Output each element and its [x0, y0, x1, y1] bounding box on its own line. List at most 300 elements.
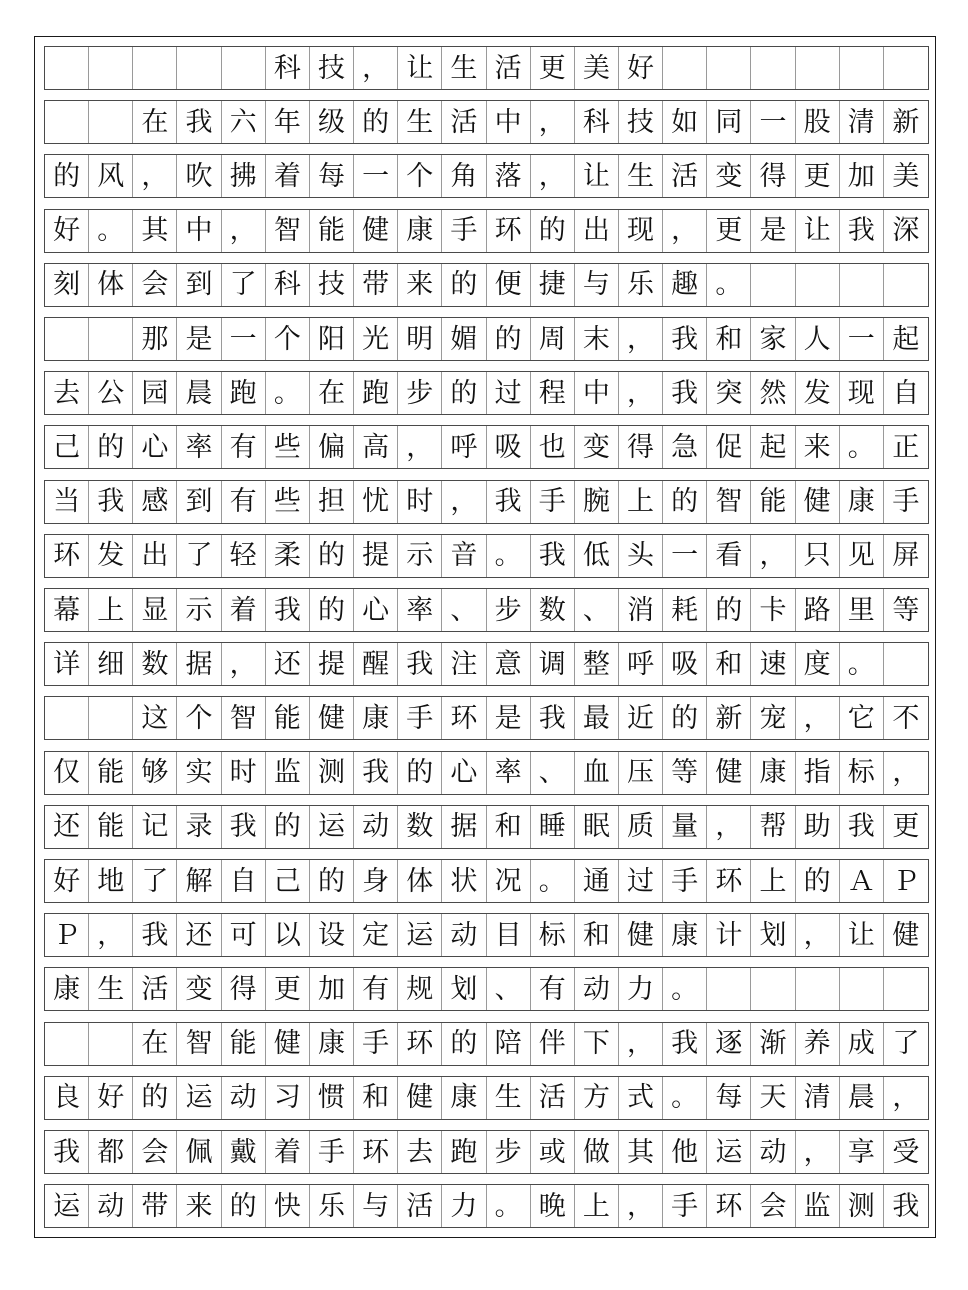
text-row — [44, 209, 929, 253]
grid-cell: ， — [531, 101, 575, 143]
grid-cell: 活 — [487, 47, 531, 89]
grid-cell: 显 — [133, 589, 177, 631]
grid-cell — [796, 968, 840, 1010]
grid-cell: 。 — [487, 1185, 531, 1227]
text-row — [44, 1184, 929, 1228]
grid-cell: 快 — [266, 1185, 310, 1227]
grid-cell: 率 — [398, 589, 442, 631]
grid-cell: 只 — [796, 535, 840, 577]
grid-cell: 和 — [707, 318, 751, 360]
grid-cell: 测 — [310, 752, 354, 794]
grid-cell: 我 — [177, 101, 221, 143]
grid-cell: 担 — [310, 481, 354, 523]
grid-cell: 的 — [398, 752, 442, 794]
grid-cell: 变 — [707, 155, 751, 197]
grid-cell: 享 — [840, 1131, 884, 1173]
grid-cell: ， — [707, 806, 751, 848]
grid-cell: 健 — [796, 481, 840, 523]
grid-cell: 养 — [796, 1023, 840, 1065]
grid-cell: 让 — [796, 210, 840, 252]
grid-cell — [89, 1023, 133, 1065]
text-row — [44, 1076, 929, 1120]
grid-cell: 规 — [398, 968, 442, 1010]
grid-cell: 环 — [442, 697, 486, 739]
grid-cell: 的 — [442, 1023, 486, 1065]
grid-cell: 晨 — [840, 1077, 884, 1119]
grid-cell: 它 — [840, 697, 884, 739]
grid-cell: 动 — [354, 806, 398, 848]
grid-cell: 体 — [89, 264, 133, 306]
grid-cell: 的 — [310, 535, 354, 577]
grid-cell: 记 — [133, 806, 177, 848]
grid-cell: 屏 — [892, 540, 920, 572]
grid-cell: 最 — [575, 697, 619, 739]
grid-cell: 手 — [892, 486, 920, 518]
grid-cell: 路 — [796, 589, 840, 631]
grid-cell: 和 — [575, 914, 619, 956]
grid-cell: 会 — [133, 1131, 177, 1173]
grid-cell: 与 — [575, 264, 619, 306]
grid-cell: 方 — [575, 1077, 619, 1119]
grid-cell: 那 — [133, 318, 177, 360]
grid-cell: 。 — [89, 210, 133, 252]
grid-cell: 录 — [177, 806, 221, 848]
grid-cell — [45, 1023, 89, 1065]
grid-cell: 其 — [619, 1131, 663, 1173]
grid-cell: ， — [619, 1185, 663, 1227]
grid-cell: 的 — [796, 860, 840, 902]
grid-cell: 体 — [398, 860, 442, 902]
grid-cell: 监 — [266, 752, 310, 794]
grid-cell: 智 — [266, 210, 310, 252]
grid-cell: 我 — [222, 806, 266, 848]
grid-cell: 中 — [487, 101, 531, 143]
grid-cell: 健 — [398, 1077, 442, 1119]
grid-cell: 我 — [531, 535, 575, 577]
grid-cell: ， — [892, 1082, 920, 1114]
grid-cell: 呼 — [619, 643, 663, 685]
grid-cell: 一 — [222, 318, 266, 360]
grid-cell: 我 — [266, 589, 310, 631]
grid-cell: 看 — [707, 535, 751, 577]
grid-cell: 年 — [266, 101, 310, 143]
grid-cell: 渐 — [751, 1023, 795, 1065]
grid-cell: 加 — [840, 155, 884, 197]
grid-cell: ， — [796, 1131, 840, 1173]
grid-cell: 的 — [310, 589, 354, 631]
grid-cell: 我 — [354, 752, 398, 794]
grid-cell: 的 — [442, 372, 486, 414]
grid-cell: 是 — [487, 697, 531, 739]
grid-cell: 率 — [177, 426, 221, 468]
grid-cell: 我 — [663, 318, 707, 360]
grid-cell: 良 — [45, 1077, 89, 1119]
grid-cell: 是 — [177, 318, 221, 360]
grid-cell: 过 — [487, 372, 531, 414]
grid-cell: 晨 — [177, 372, 221, 414]
grid-cell — [884, 264, 928, 306]
grid-cell: 到 — [177, 481, 221, 523]
grid-cell: 吹 — [177, 155, 221, 197]
grid-cell: 一 — [354, 155, 398, 197]
grid-cell: 正 — [892, 431, 920, 463]
grid-cell: 着 — [222, 589, 266, 631]
grid-cell — [45, 697, 89, 739]
grid-cell: 据 — [442, 806, 486, 848]
grid-cell: 我 — [892, 1190, 920, 1222]
grid-cell: 时 — [398, 481, 442, 523]
grid-cell: 压 — [619, 752, 663, 794]
grid-cell — [884, 47, 928, 89]
grid-cell: 动 — [751, 1131, 795, 1173]
grid-cell: 新 — [707, 697, 751, 739]
grid-cell: 心 — [354, 589, 398, 631]
grid-cell: 些 — [266, 481, 310, 523]
grid-cell: 有 — [222, 426, 266, 468]
grid-cell: 呼 — [442, 426, 486, 468]
grid-cell: 状 — [442, 860, 486, 902]
grid-cell: 宠 — [751, 697, 795, 739]
grid-cell: 和 — [707, 643, 751, 685]
grid-cell: 、 — [487, 968, 531, 1010]
grid-cell: ， — [796, 914, 840, 956]
text-row — [44, 1130, 929, 1174]
grid-cell — [796, 47, 840, 89]
grid-cell: 量 — [663, 806, 707, 848]
grid-cell: 见 — [840, 535, 884, 577]
grid-cell: ， — [222, 210, 266, 252]
grid-cell: 成 — [840, 1023, 884, 1065]
grid-cell: 能 — [310, 210, 354, 252]
grid-cell: 会 — [751, 1185, 795, 1227]
grid-cell: 中 — [575, 372, 619, 414]
grid-cell: 生 — [619, 155, 663, 197]
grid-cell: 。 — [266, 372, 310, 414]
grid-cell: 健 — [892, 919, 920, 951]
grid-cell: 我 — [133, 914, 177, 956]
grid-cell: 园 — [133, 372, 177, 414]
grid-cell: 健 — [354, 210, 398, 252]
grid-cell — [45, 47, 89, 89]
grid-cell: 划 — [442, 968, 486, 1010]
text-row — [44, 696, 929, 740]
grid-cell: 解 — [177, 860, 221, 902]
grid-cell: 自 — [892, 377, 920, 409]
grid-cell: 活 — [133, 968, 177, 1010]
grid-cell: 好 — [45, 860, 89, 902]
grid-cell: 然 — [751, 372, 795, 414]
grid-cell: 上 — [575, 1185, 619, 1227]
grid-cell: 上 — [89, 589, 133, 631]
grid-cell: 身 — [354, 860, 398, 902]
grid-cell: 近 — [619, 697, 663, 739]
grid-cell: 整 — [575, 643, 619, 685]
grid-cell: 度 — [796, 643, 840, 685]
grid-cell — [707, 968, 751, 1010]
grid-cell: 的 — [354, 101, 398, 143]
grid-cell: 每 — [707, 1077, 751, 1119]
grid-cell: 出 — [575, 210, 619, 252]
text-row — [44, 751, 929, 795]
grid-cell: 生 — [398, 101, 442, 143]
grid-cell: 我 — [840, 210, 884, 252]
grid-cell — [707, 47, 751, 89]
text-row — [44, 534, 929, 578]
grid-cell: 更 — [796, 155, 840, 197]
grid-cell: 健 — [707, 752, 751, 794]
grid-cell: 也 — [531, 426, 575, 468]
grid-cell: 据 — [177, 643, 221, 685]
grid-cell: 中 — [177, 210, 221, 252]
grid-cell: 下 — [575, 1023, 619, 1065]
grid-cell: ， — [796, 697, 840, 739]
grid-cell: 个 — [266, 318, 310, 360]
grid-cell: 佩 — [177, 1131, 221, 1173]
grid-cell: 动 — [89, 1185, 133, 1227]
grid-cell: 帮 — [751, 806, 795, 848]
grid-cell: 更 — [531, 47, 575, 89]
grid-cell: 出 — [133, 535, 177, 577]
text-row — [44, 263, 929, 307]
grid-cell: ， — [354, 47, 398, 89]
grid-cell: 生 — [442, 47, 486, 89]
grid-cell: 促 — [707, 426, 751, 468]
composition-grid-paper — [34, 36, 936, 1238]
grid-cell: 健 — [619, 914, 663, 956]
grid-cell: 手 — [354, 1023, 398, 1065]
grid-cell: 我 — [398, 643, 442, 685]
grid-cell: Ｐ — [45, 914, 89, 956]
grid-cell: 来 — [177, 1185, 221, 1227]
grid-cell: 让 — [575, 155, 619, 197]
grid-cell: 手 — [663, 1185, 707, 1227]
grid-cell: 科 — [575, 101, 619, 143]
grid-cell: 新 — [892, 106, 920, 138]
text-row — [44, 371, 929, 415]
grid-cell: 目 — [487, 914, 531, 956]
text-row — [44, 805, 929, 849]
grid-cell: 的 — [89, 426, 133, 468]
grid-cell: 仅 — [45, 752, 89, 794]
grid-cell: 智 — [177, 1023, 221, 1065]
grid-cell: 血 — [575, 752, 619, 794]
grid-cell: 幕 — [45, 589, 89, 631]
text-row — [44, 317, 929, 361]
grid-cell: 消 — [619, 589, 663, 631]
grid-cell: 他 — [663, 1131, 707, 1173]
grid-cell: 标 — [840, 752, 884, 794]
grid-cell: 乐 — [310, 1185, 354, 1227]
grid-cell: 深 — [892, 215, 920, 247]
grid-cell: 有 — [531, 968, 575, 1010]
grid-cell: 惯 — [310, 1077, 354, 1119]
grid-cell: 我 — [531, 697, 575, 739]
grid-cell: 。 — [531, 860, 575, 902]
grid-cell: 好 — [89, 1077, 133, 1119]
grid-cell: 技 — [619, 101, 663, 143]
grid-cell: 好 — [619, 47, 663, 89]
grid-cell: 动 — [575, 968, 619, 1010]
grid-cell: 生 — [487, 1077, 531, 1119]
grid-cell: ， — [892, 757, 920, 789]
grid-cell: 同 — [707, 101, 751, 143]
grid-cell: 我 — [663, 372, 707, 414]
grid-cell: 步 — [487, 1131, 531, 1173]
grid-cell: 我 — [487, 481, 531, 523]
grid-cell: 还 — [45, 806, 89, 848]
grid-cell: 。 — [663, 968, 707, 1010]
grid-cell: 与 — [354, 1185, 398, 1227]
grid-cell: 划 — [751, 914, 795, 956]
grid-cell — [884, 643, 928, 685]
grid-cell: 运 — [707, 1131, 751, 1173]
grid-cell: 末 — [575, 318, 619, 360]
grid-cell: 力 — [442, 1185, 486, 1227]
grid-cell: Ｐ — [892, 865, 920, 897]
grid-cell: 定 — [354, 914, 398, 956]
grid-cell: 的 — [45, 155, 89, 197]
grid-cell: ， — [442, 481, 486, 523]
grid-cell: 了 — [177, 535, 221, 577]
grid-cell: 数 — [531, 589, 575, 631]
grid-cell: 不 — [892, 702, 920, 734]
grid-cell: 光 — [354, 318, 398, 360]
grid-cell: 让 — [840, 914, 884, 956]
grid-cell: 得 — [222, 968, 266, 1010]
grid-cell: 质 — [619, 806, 663, 848]
text-row — [44, 967, 929, 1011]
grid-cell: 手 — [663, 860, 707, 902]
text-row — [44, 913, 929, 957]
grid-cell: 低 — [575, 535, 619, 577]
grid-cell: 够 — [133, 752, 177, 794]
grid-cell: 吸 — [663, 643, 707, 685]
grid-cell: 能 — [751, 481, 795, 523]
grid-cell: 些 — [266, 426, 310, 468]
grid-cell: 。 — [663, 1077, 707, 1119]
grid-cell: 的 — [663, 481, 707, 523]
grid-cell: 如 — [663, 101, 707, 143]
grid-cell: 速 — [751, 643, 795, 685]
grid-cell: 里 — [840, 589, 884, 631]
grid-cell: 设 — [310, 914, 354, 956]
grid-cell: 都 — [89, 1131, 133, 1173]
grid-cell: 加 — [310, 968, 354, 1010]
grid-cell: 计 — [707, 914, 751, 956]
grid-cell: 上 — [751, 860, 795, 902]
grid-cell: 睡 — [531, 806, 575, 848]
grid-cell: 手 — [531, 481, 575, 523]
grid-cell: 卡 — [751, 589, 795, 631]
grid-cell: 环 — [354, 1131, 398, 1173]
grid-cell: 数 — [133, 643, 177, 685]
grid-cell: 我 — [45, 1131, 89, 1173]
grid-cell: 明 — [398, 318, 442, 360]
grid-cell: 耗 — [663, 589, 707, 631]
grid-cell: 环 — [487, 210, 531, 252]
text-row — [44, 588, 929, 632]
grid-cell: 美 — [892, 160, 920, 192]
grid-cell: 一 — [840, 318, 884, 360]
grid-cell — [45, 101, 89, 143]
grid-cell: 好 — [45, 210, 89, 252]
grid-cell: 手 — [442, 210, 486, 252]
grid-cell: 发 — [89, 535, 133, 577]
grid-cell: 能 — [89, 752, 133, 794]
grid-cell: 动 — [222, 1077, 266, 1119]
grid-cell — [45, 318, 89, 360]
grid-cell: 人 — [796, 318, 840, 360]
grid-cell: 康 — [663, 914, 707, 956]
grid-cell: 柔 — [266, 535, 310, 577]
grid-cell: 健 — [266, 1023, 310, 1065]
grid-cell: 或 — [531, 1131, 575, 1173]
grid-cell: 的 — [222, 1185, 266, 1227]
grid-cell: 可 — [222, 914, 266, 956]
grid-cell: 在 — [133, 101, 177, 143]
grid-cell: 心 — [442, 752, 486, 794]
grid-cell: 生 — [89, 968, 133, 1010]
grid-cell: 。 — [840, 643, 884, 685]
title-row — [44, 46, 929, 90]
grid-cell: 标 — [531, 914, 575, 956]
grid-cell: Ａ — [840, 860, 884, 902]
grid-cell: 让 — [398, 47, 442, 89]
grid-cell — [177, 47, 221, 89]
grid-cell: ， — [619, 318, 663, 360]
grid-cell: 公 — [89, 372, 133, 414]
grid-cell: 还 — [177, 914, 221, 956]
grid-cell: 健 — [310, 697, 354, 739]
grid-cell — [840, 264, 884, 306]
grid-cell: 乐 — [619, 264, 663, 306]
grid-cell: 助 — [796, 806, 840, 848]
grid-cell — [840, 47, 884, 89]
grid-cell: 力 — [619, 968, 663, 1010]
grid-cell: 在 — [133, 1023, 177, 1065]
text-row — [44, 425, 929, 469]
grid-cell: 己 — [266, 860, 310, 902]
grid-cell: 心 — [133, 426, 177, 468]
grid-cell — [89, 318, 133, 360]
grid-cell: 到 — [177, 264, 221, 306]
grid-cell: ， — [89, 914, 133, 956]
grid-cell: 程 — [531, 372, 575, 414]
grid-cell: 技 — [310, 47, 354, 89]
grid-cell: 运 — [45, 1185, 89, 1227]
grid-cell: 的 — [310, 860, 354, 902]
grid-cell: 忧 — [354, 481, 398, 523]
grid-cell: 着 — [266, 1131, 310, 1173]
grid-cell: 来 — [796, 426, 840, 468]
grid-cell: 着 — [266, 155, 310, 197]
grid-cell: 的 — [442, 264, 486, 306]
grid-cell: ， — [398, 426, 442, 468]
grid-cell: 康 — [354, 697, 398, 739]
grid-cell: 阳 — [310, 318, 354, 360]
grid-cell: 一 — [663, 535, 707, 577]
grid-cell — [89, 697, 133, 739]
grid-cell: 提 — [354, 535, 398, 577]
grid-cell — [751, 968, 795, 1010]
grid-cell: 其 — [133, 210, 177, 252]
grid-cell: 变 — [575, 426, 619, 468]
grid-cell: 一 — [751, 101, 795, 143]
grid-cell: 、 — [531, 752, 575, 794]
grid-cell: 运 — [177, 1077, 221, 1119]
grid-cell: 的 — [487, 318, 531, 360]
grid-cell: 过 — [619, 860, 663, 902]
